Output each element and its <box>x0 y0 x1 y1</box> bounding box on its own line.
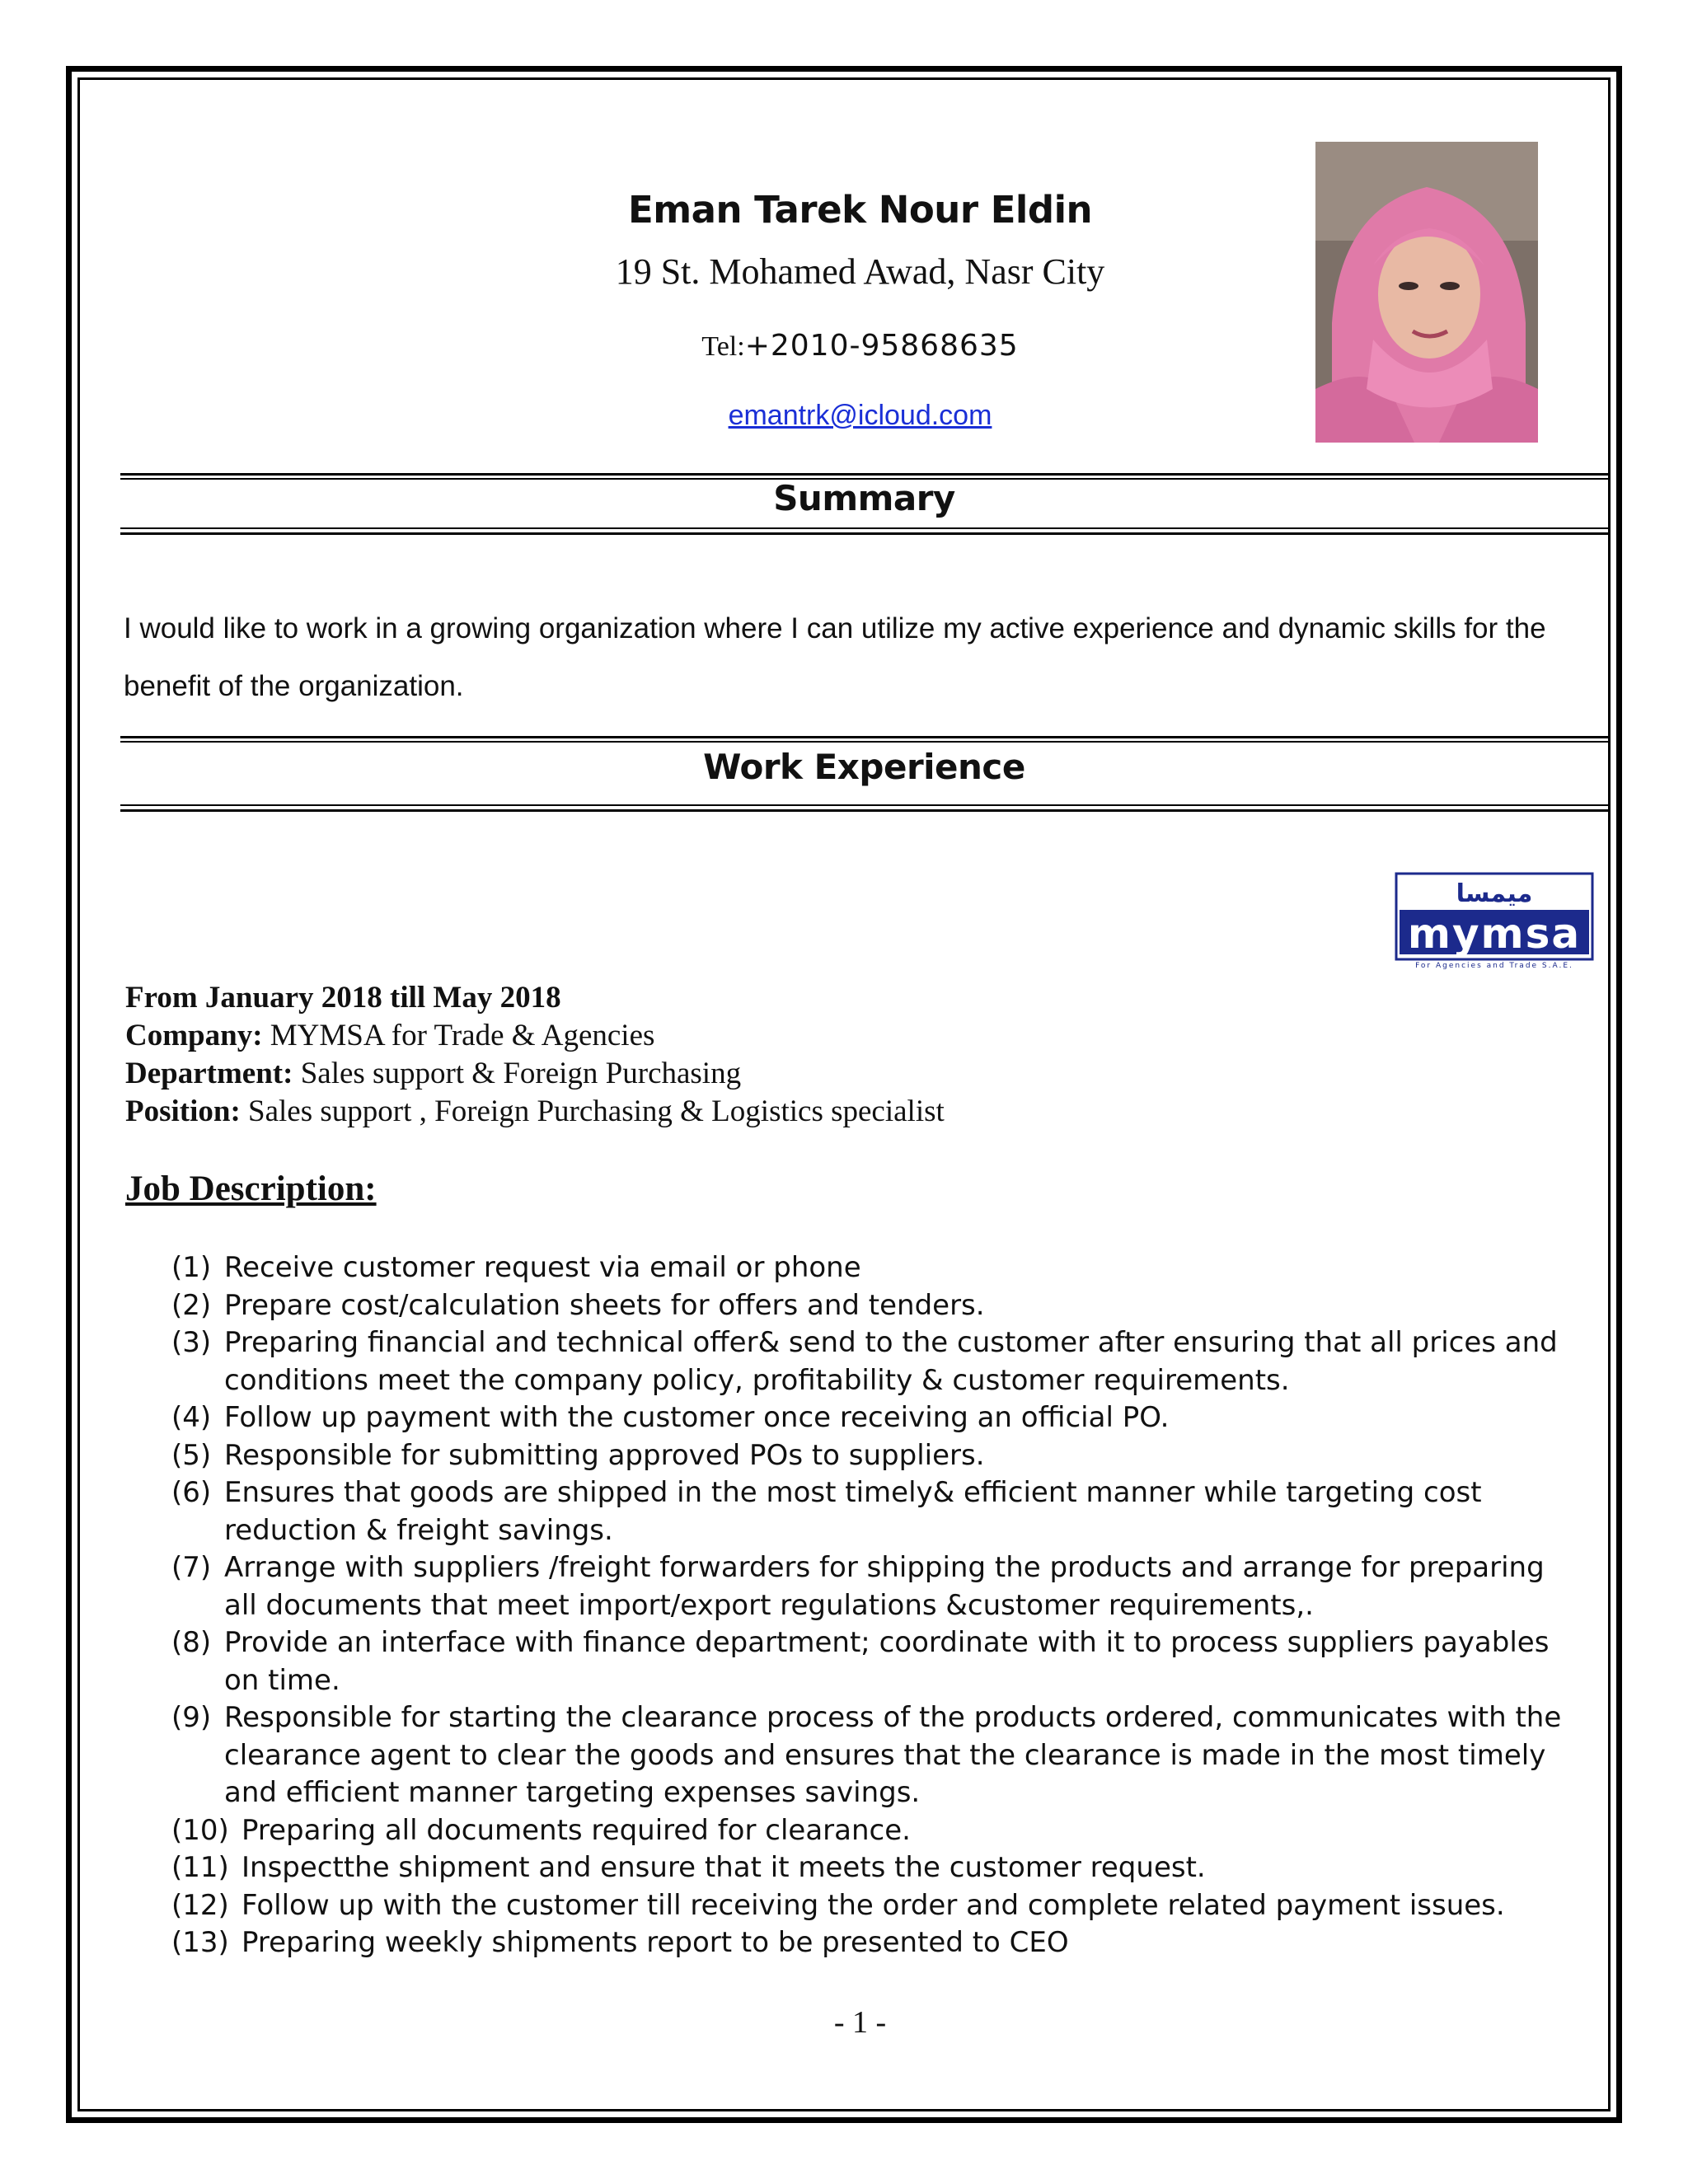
list-item: (11) Inspectthe shipment and ensure that it meets the customer request. <box>171 1851 1206 1884</box>
mymsa-logo-graphic <box>1395 872 1594 969</box>
department-label: Department: <box>125 1057 293 1090</box>
list-item: (13) Preparing weekly shipments report to be presented to CEO <box>171 1926 1069 1959</box>
summary-rule-top <box>120 473 1608 476</box>
candidate-address: 19 St. Mohamed Awad, Nasr City <box>615 251 1105 292</box>
list-item: (12) Follow up with the customer till receiving the order and complete related payment issues. <box>171 1888 1505 1922</box>
mymsa-logo <box>1395 872 1594 969</box>
job-period: From January 2018 till May 2018 <box>125 981 561 1015</box>
department-value: Sales support & Foreign Purchasing <box>293 1057 742 1090</box>
work-experience-heading: Work Experience <box>703 747 1025 787</box>
summary-text: I would like to work in a growing organization where I can utilize my active experience and dynamic skills for the benefit of the organization. <box>124 612 1546 702</box>
company-label: Company: <box>125 1019 263 1052</box>
phone-number: +2010-95868635 <box>744 329 1019 363</box>
candidate-name: Eman Tarek Nour Eldin <box>627 188 1093 232</box>
profile-photo <box>1315 142 1538 443</box>
list-item: (2) Prepare cost/calculation sheets for offers and tenders. <box>171 1288 985 1322</box>
list-item: (3) Preparing financial and technical offer& send to the customer after ensuring that all prices and conditions meet the company policy, profitability & customer requirements. <box>171 1326 1558 1397</box>
list-item: (9) Responsible for starting the clearance process of the products ordered, communicates with the clearance agent to clear the goods and ensures that the clearance is made in the most timely and efficient manner targeting expenses savings. <box>171 1701 1562 1809</box>
position-label: Position: <box>125 1094 241 1128</box>
list-item: (7) Arrange with suppliers /freight forwarders for shipping the products and arrange for preparing all documents that meet import/export regulations &customer requirements,. <box>171 1551 1545 1622</box>
profile-photo-graphic <box>1315 142 1538 443</box>
summary-heading: Summary <box>773 478 955 518</box>
list-item: (5) Responsible for submitting approved POs to suppliers. <box>171 1438 985 1472</box>
job-position <box>125 1093 945 1131</box>
job-duties-list <box>171 1249 1564 1962</box>
summary-rule-bottom-inner <box>120 527 1608 529</box>
list-item: (10) Preparing all documents required for clearance. <box>171 1813 911 1847</box>
list-item: (8) Provide an interface with finance department; coordinate with it to process suppliers payables on time. <box>171 1626 1550 1697</box>
logo-arabic-text: ميمسا <box>1456 879 1533 908</box>
summary-rule-bottom <box>120 532 1608 535</box>
job-company <box>125 1017 945 1055</box>
work-rule-top-inner <box>120 741 1608 743</box>
phone-label: Tel: <box>701 331 745 362</box>
company-value: MYMSA for Trade & Agencies <box>262 1019 655 1052</box>
list-item: (1) Receive customer request via email or phone <box>171 1251 861 1284</box>
list-item: (6) Ensures that goods are shipped in the most timely& efficient manner while targeting cost reduction & freight savings. <box>171 1476 1482 1547</box>
page-number: - 1 - <box>833 2005 887 2040</box>
work-rule-bottom-inner <box>120 804 1608 806</box>
logo-tagline: For Agencies and Trade S.A.E. <box>1415 962 1573 969</box>
job-description-heading: Job Description: <box>125 1169 377 1208</box>
work-rule-top <box>120 736 1608 738</box>
job-details <box>125 979 945 1131</box>
position-value: Sales support , Foreign Purchasing & Logistics specialist <box>240 1094 945 1128</box>
work-rule-bottom <box>120 809 1608 812</box>
logo-main-text: mymsa <box>1407 910 1582 958</box>
email-link[interactable]: emantrk@icloud.com <box>728 400 992 431</box>
list-item: (4) Follow up payment with the customer once receiving an official PO. <box>171 1401 1170 1434</box>
job-department <box>125 1055 945 1093</box>
